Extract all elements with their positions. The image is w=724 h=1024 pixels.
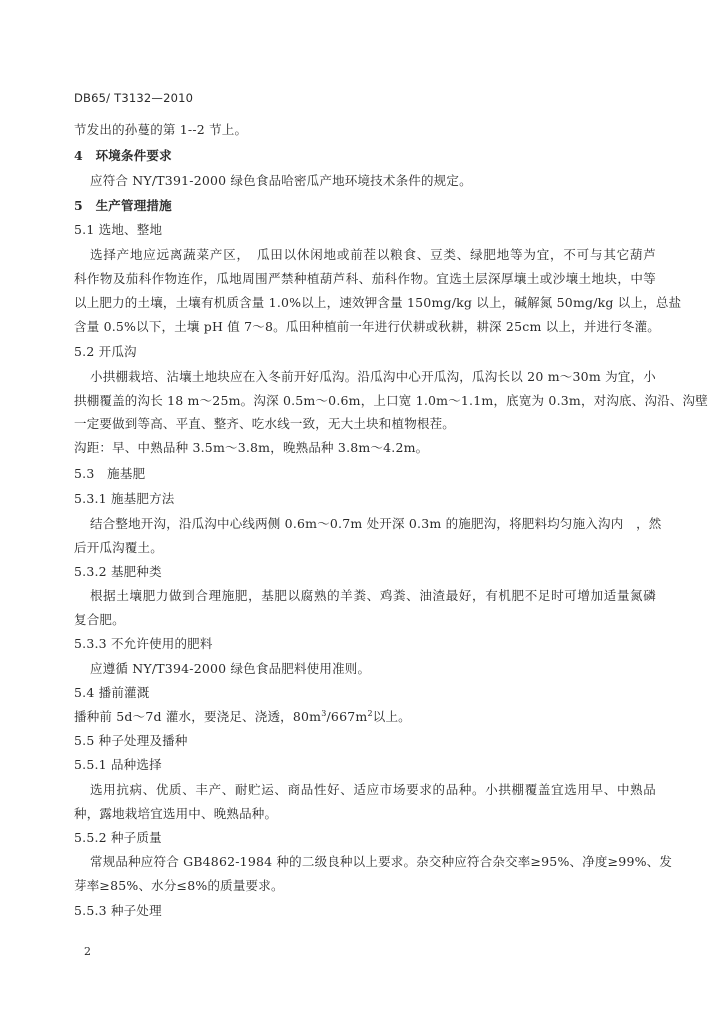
irrigation-text: 以上。 bbox=[372, 709, 411, 724]
subsection-heading: 5.5.3 种子处理 bbox=[74, 903, 162, 918]
irrigation-text: /667m bbox=[326, 709, 368, 724]
subsection-heading: 5.4 播前灌溉 bbox=[74, 685, 150, 700]
paragraph-line: 选用抗病、优质、丰产、耐贮运、商品性好、适应市场要求的品种。小拱棚覆盖宜选用早、中熟品 bbox=[90, 782, 656, 797]
subsection-heading: 5.3.2 基肥种类 bbox=[74, 564, 162, 579]
paragraph-line: 常规品种应符合 GB4862-1984 种的二级良种以上要求。杂交种应符合杂交率≥95%、净度≥99%、发 bbox=[90, 854, 673, 869]
paragraph-line: 应符合 NY/T391-2000 绿色食品哈密瓜产地环境技术条件的规定。 bbox=[90, 173, 472, 188]
paragraph-line: 选择产地应远离蔬菜产区， 瓜田以休闲地或前茬以粮食、豆类、绿肥地等为宜，不可与其它葫芦 bbox=[90, 247, 656, 262]
paragraph-line: 复合肥。 bbox=[74, 612, 125, 627]
page-number: 2 bbox=[84, 945, 92, 958]
paragraph-line: 后开瓜沟覆土。 bbox=[74, 540, 163, 555]
paragraph-line: 沟距：早、中熟品种 3.5m～3.8m，晚熟品种 3.8m～4.2m。 bbox=[74, 440, 429, 455]
paragraph-line: 科作物及茄科作物连作，瓜地周围严禁种植葫芦科、茄科作物。宜选土层深厚壤土或沙壤土地块，中等 bbox=[74, 271, 656, 286]
paragraph-line: 小拱棚栽培、沾壤土地块应在入冬前开好瓜沟。沿瓜沟中心开瓜沟，瓜沟长以 20 m～30m 为宜，小 bbox=[90, 369, 656, 384]
paragraph-line: 拱棚覆盖的沟长 18 m～25m。沟深 0.5m～0.6m，上口宽 1.0m～1.1m，底宽为 0.3m，对沟底、沟沿、沟壁 bbox=[74, 393, 708, 408]
subsection-heading: 5.5.2 种子质量 bbox=[74, 830, 162, 845]
section-heading: 4 环境条件要求 bbox=[74, 148, 172, 163]
subsection-heading: 5.5.1 品种选择 bbox=[74, 757, 162, 772]
subsection-heading: 5.2 开瓜沟 bbox=[74, 344, 137, 359]
paragraph-line: 种，露地栽培宜选用中、晚熟品种。 bbox=[74, 806, 278, 821]
paragraph-line: 一定要做到等高、平直、整齐、吃水线一致，无大土块和植物根茬。 bbox=[74, 416, 456, 431]
paragraph-line: 应遵循 NY/T394-2000 绿色食品肥料使用准则。 bbox=[90, 661, 371, 676]
superscript: 3 bbox=[321, 708, 327, 718]
superscript: 2 bbox=[367, 708, 373, 718]
paragraph-line: 以上肥力的土壤，土壤有机质含量 1.0%以上，速效钾含量 150mg/kg 以上，碱解氮 50mg/kg 以上，总盐 bbox=[74, 295, 682, 310]
paragraph-line bbox=[74, 709, 411, 725]
subsection-heading: 5.3.3 不允许使用的肥料 bbox=[74, 636, 213, 651]
subsection-heading: 5.3.1 施基肥方法 bbox=[74, 491, 175, 506]
subsection-heading: 5.5 种子处理及播种 bbox=[74, 733, 188, 748]
subsection-heading: 5.3 施基肥 bbox=[74, 466, 146, 481]
paragraph-line: 结合整地开沟，沿瓜沟中心线两侧 0.6m～0.7m 处开深 0.3m 的施肥沟，将肥料均匀施入沟内 ，然 bbox=[90, 516, 662, 531]
section-heading: 5 生产管理措施 bbox=[74, 198, 172, 213]
paragraph-line: 含量 0.5%以下，土壤 pH 值 7～8。瓜田种植前一年进行伏耕或秋耕，耕深 25cm 以上，并进行冬灌。 bbox=[74, 319, 660, 334]
paragraph-line: 芽率≥85%、水分≤8%的质量要求。 bbox=[74, 878, 284, 893]
subsection-heading: 5.1 选地、整地 bbox=[74, 222, 163, 237]
paragraph-line: 节发出的孙蔓的第 1--2 节上。 bbox=[74, 122, 248, 137]
irrigation-text: 播种前 5d～7d 灌水，要浇足、浇透，80m bbox=[74, 709, 322, 724]
standard-code: DB65/ T3132—2010 bbox=[74, 91, 194, 105]
paragraph-line: 根据土壤肥力做到合理施肥，基肥以腐熟的羊粪、鸡粪、油渣最好，有机肥不足时可增加适量氮磷 bbox=[90, 588, 656, 603]
